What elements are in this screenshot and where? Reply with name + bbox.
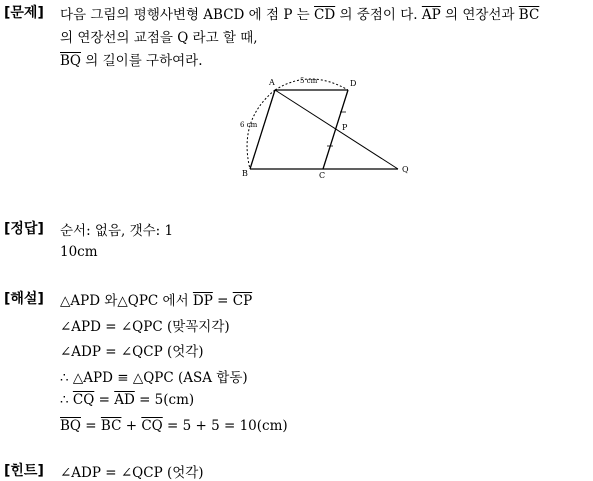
problem-line-3: $\overline{BQ}$ 의 길이를 구하여라. (60, 53, 203, 69)
problem-line-1: 다음 그림의 평행사변형 ABCD 에 점 P 는 $\overline{CD}$ 의 중점이 다. $\overline{AP}$ 의 연장선과 $\overline{BC}$ (60, 7, 540, 23)
explanation-line-1: △APD 와△QPC 에서 $\overline{DP} = \overline{CP}$ (60, 293, 253, 309)
explanation-line-2: ∠APD = ∠QPC (맞꼭지각) (60, 319, 230, 335)
label-c: C (319, 171, 326, 180)
label-d: D (350, 79, 357, 88)
hint-tag: [힌트] (4, 463, 44, 479)
problem-line-2: 의 연장선의 교점을 Q 라고 할 때, (60, 30, 258, 46)
problem-tag: [문제] (4, 5, 44, 21)
label-side-length: 6 cm (240, 121, 258, 129)
label-q: Q (402, 165, 409, 174)
parallelogram-figure (230, 70, 430, 185)
answer-line-1: 순서: 없음, 갯수: 1 (60, 223, 174, 239)
explanation-line-6: $\overline{BQ} = \overline{BC} + \overline{CQ} = 5 + 5 = 10(cm)$ (60, 418, 288, 434)
explanation-line-5: ∴ $\overline{CQ} = \overline{AD} = 5(cm)$ (60, 392, 195, 408)
label-top-length: 5 cm (300, 77, 318, 85)
answer-line-2: 10cm (60, 244, 98, 260)
label-p: P (342, 123, 348, 132)
hint-line: ∠ADP = ∠QCP (엇각) (60, 465, 204, 481)
explanation-line-3: ∠ADP = ∠QCP (엇각) (60, 344, 204, 360)
answer-tag: [정답] (4, 221, 44, 237)
explanation-line-4: ∴ △APD ≡ △QPC (ASA 합동) (60, 370, 248, 386)
explanation-tag: [해설] (4, 291, 44, 307)
label-a: A (269, 78, 275, 87)
line-aq (275, 90, 398, 169)
label-b: B (242, 169, 248, 178)
